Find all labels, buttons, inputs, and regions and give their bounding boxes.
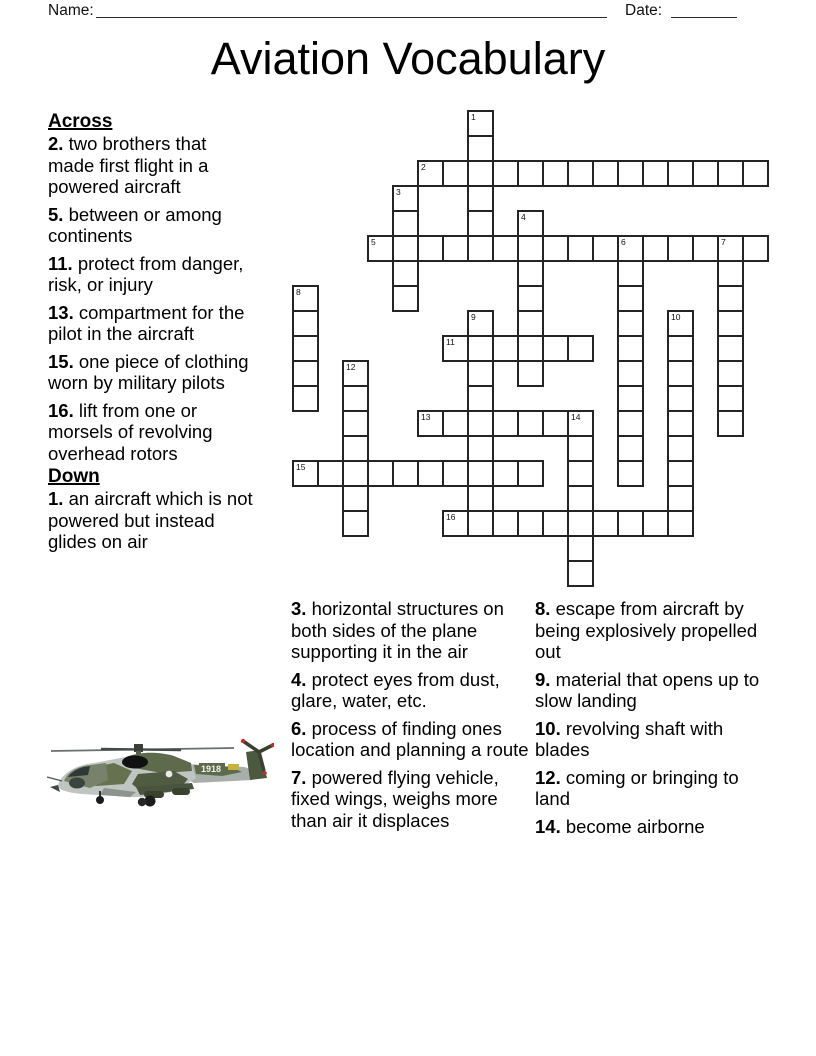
across-heading: Across xyxy=(48,111,113,132)
grid-cell xyxy=(692,235,719,262)
grid-cell xyxy=(517,260,544,287)
cockpit-glass xyxy=(69,778,85,789)
grid-cell xyxy=(342,510,369,537)
clue-number: 3. xyxy=(291,598,307,619)
clue-down-10: 10. revolving shaft with blades xyxy=(535,717,724,760)
grid-cell xyxy=(492,335,519,362)
grid-cell xyxy=(342,435,369,462)
grid-cell xyxy=(567,410,594,437)
down-clues-list-left xyxy=(48,488,253,553)
grid-cell xyxy=(467,385,494,412)
grid-cell xyxy=(517,410,544,437)
weapon-pod xyxy=(172,788,190,795)
wheel xyxy=(145,796,156,807)
grid-cell xyxy=(567,535,594,562)
grid-cell xyxy=(542,335,569,362)
name-blank-line xyxy=(96,17,607,18)
grid-cell xyxy=(467,135,494,162)
clue-across-16: 16. lift from one or morsels of revolving overhead rotors xyxy=(48,399,213,464)
grid-cell xyxy=(492,460,519,487)
grid-cell xyxy=(667,485,694,512)
grid-cell xyxy=(442,160,469,187)
grid-cell xyxy=(467,435,494,462)
clue-down-7: 7. powered flying vehicle, fixed wings, weighs more than air it displaces xyxy=(291,766,499,831)
grid-cell xyxy=(292,360,319,387)
cell-number: 1 xyxy=(471,112,476,122)
grid-cell xyxy=(617,260,644,287)
grid-cell xyxy=(342,460,369,487)
clue-number: 5. xyxy=(48,203,64,225)
grid-cell xyxy=(617,235,644,262)
tail-rotor-blade xyxy=(259,745,273,752)
grid-cell xyxy=(567,485,594,512)
tail-number: 1918 xyxy=(201,764,222,774)
grid-cell xyxy=(467,310,494,337)
grid-cell xyxy=(317,460,344,487)
grid-cell xyxy=(392,235,419,262)
cell-number: 13 xyxy=(421,412,431,422)
grid-cell xyxy=(442,410,469,437)
grid-cell xyxy=(467,485,494,512)
clue-across-2: 2. two brothers that made first flight in a powered aircraft xyxy=(48,133,209,197)
wheel xyxy=(138,798,146,806)
clue-across-15: 15. one piece of clothing worn by military pilots xyxy=(48,350,249,393)
clue-number: 4. xyxy=(291,668,307,690)
grid-cell xyxy=(617,310,644,337)
clue-number: 1. xyxy=(48,488,64,509)
grid-cell xyxy=(542,410,569,437)
grid-cell xyxy=(342,485,369,512)
wheel xyxy=(96,796,104,804)
grid-cell xyxy=(567,560,594,587)
grid-cell xyxy=(292,285,319,312)
grid-cell xyxy=(667,160,694,187)
clue-number: 10. xyxy=(535,717,561,739)
clue-number: 8. xyxy=(535,598,551,619)
grid-cell xyxy=(667,335,694,362)
grid-cell xyxy=(467,510,494,537)
grid-cell xyxy=(417,160,444,187)
grid-cell xyxy=(667,310,694,337)
clue-number: 7. xyxy=(291,766,307,788)
grid-cell xyxy=(367,235,394,262)
grid-cell xyxy=(342,360,369,387)
grid-cell xyxy=(517,310,544,337)
grid-cell xyxy=(492,160,519,187)
grid-cell xyxy=(467,235,494,262)
helicopter-illustration xyxy=(46,738,274,814)
grid-cell xyxy=(692,160,719,187)
clue-number: 13. xyxy=(48,301,74,323)
grid-cell xyxy=(442,510,469,537)
clue-number: 12. xyxy=(535,766,561,788)
clue-number: 9. xyxy=(535,668,551,690)
cell-number: 4 xyxy=(521,212,526,222)
grid-cell xyxy=(667,385,694,412)
grid-cell xyxy=(467,460,494,487)
clue-down-3: 3. horizontal structures on both sides of the plane supporting it in the air xyxy=(291,598,504,662)
down-clues-list-right xyxy=(535,598,760,837)
cell-number: 5 xyxy=(371,237,376,247)
clue-across-5: 5. between or among continents xyxy=(48,203,222,246)
grid-cell xyxy=(517,360,544,387)
engine-intake xyxy=(122,756,148,769)
grid-cell xyxy=(567,460,594,487)
grid-cell xyxy=(667,435,694,462)
grid-cell xyxy=(467,410,494,437)
cell-number: 3 xyxy=(396,187,401,197)
grid-cell xyxy=(292,310,319,337)
grid-cell xyxy=(442,235,469,262)
cell-number: 15 xyxy=(296,462,306,472)
cell-number: 11 xyxy=(446,337,455,347)
grid-cell xyxy=(667,410,694,437)
clue-number: 6. xyxy=(291,717,307,739)
grid-cell xyxy=(567,160,594,187)
grid-cell xyxy=(417,460,444,487)
clue-down-14: 14. become airborne xyxy=(535,815,705,837)
grid-cell xyxy=(742,235,769,262)
grid-cell xyxy=(667,460,694,487)
cell-number: 12 xyxy=(346,362,356,372)
grid-cell xyxy=(617,460,644,487)
clue-number: 15. xyxy=(48,350,74,372)
grid-cell xyxy=(567,235,594,262)
crossword-grid xyxy=(292,110,769,587)
grid-cell xyxy=(492,410,519,437)
grid-cell xyxy=(367,460,394,487)
clue-number: 16. xyxy=(48,399,74,421)
grid-cell xyxy=(592,510,619,537)
grid-cell xyxy=(567,435,594,462)
cell-number: 16 xyxy=(446,512,456,522)
grid-cell xyxy=(717,235,744,262)
grid-cell xyxy=(717,385,744,412)
left-clue-column xyxy=(48,111,253,553)
grid-cell xyxy=(717,160,744,187)
name-label: Name: xyxy=(48,2,94,19)
grid-cell xyxy=(567,510,594,537)
grid-cell xyxy=(542,510,569,537)
grid-cell xyxy=(392,210,419,237)
grid-cell xyxy=(617,410,644,437)
grid-cell xyxy=(392,285,419,312)
grid-cell xyxy=(642,510,669,537)
grid-cell xyxy=(542,160,569,187)
grid-cell xyxy=(592,160,619,187)
clue-down-12: 12. coming or bringing to land xyxy=(535,766,739,809)
grid-cell xyxy=(717,410,744,437)
cell-number: 10 xyxy=(671,312,681,322)
emblem xyxy=(228,764,239,770)
grid-cell xyxy=(492,235,519,262)
grid-cell xyxy=(467,335,494,362)
grid-cell xyxy=(517,285,544,312)
grid-cell xyxy=(717,285,744,312)
grid-cell xyxy=(517,235,544,262)
grid-cell xyxy=(467,360,494,387)
cell-number: 2 xyxy=(421,162,426,172)
grid-cell xyxy=(642,235,669,262)
rotor-hub xyxy=(134,744,143,752)
cell-number: 9 xyxy=(471,312,476,322)
grid-cell xyxy=(292,385,319,412)
grid-cell xyxy=(717,310,744,337)
date-blank-line xyxy=(671,17,737,18)
grid-cell xyxy=(517,460,544,487)
grid-cell xyxy=(617,510,644,537)
clue-number: 11. xyxy=(48,252,73,274)
grid-cell xyxy=(392,460,419,487)
grid-cell xyxy=(292,460,319,487)
cell-number: 14 xyxy=(571,412,581,422)
clue-across-13: 13. compartment for the pilot in the aircraft xyxy=(48,301,245,344)
grid-cell xyxy=(467,210,494,237)
round-window xyxy=(166,771,173,778)
grid-cell xyxy=(742,160,769,187)
date-label: Date: xyxy=(625,2,663,19)
grid-cell xyxy=(392,185,419,212)
page-title: Aviation Vocabulary xyxy=(210,33,606,84)
across-clues-list xyxy=(48,133,253,464)
clue-across-11: 11. protect from danger, risk, or injury xyxy=(48,252,244,295)
grid-cell xyxy=(342,385,369,412)
down-clues-list-middle xyxy=(291,598,531,831)
grid-cell xyxy=(717,335,744,362)
grid-cell xyxy=(617,360,644,387)
grid-cell xyxy=(667,360,694,387)
cell-number: 6 xyxy=(621,237,626,247)
grid-cell xyxy=(417,235,444,262)
grid-cell xyxy=(442,460,469,487)
grid-cell xyxy=(517,160,544,187)
grid-cell xyxy=(492,510,519,537)
grid-cell xyxy=(542,235,569,262)
clue-number: 2. xyxy=(48,133,64,154)
grid-cell xyxy=(617,335,644,362)
clue-down-8: 8. escape from aircraft by being explosively propelled out xyxy=(535,598,758,662)
cell-number: 8 xyxy=(296,287,301,297)
grid-cell xyxy=(517,510,544,537)
grid-cell xyxy=(617,385,644,412)
down-heading: Down xyxy=(48,466,100,487)
nose-probe xyxy=(47,777,62,781)
grid-cell xyxy=(467,110,494,137)
grid-cell xyxy=(567,335,594,362)
grid-cell xyxy=(717,260,744,287)
clue-down-4: 4. protect eyes from dust, glare, water, etc. xyxy=(291,668,500,711)
grid-cell xyxy=(392,260,419,287)
grid-cell xyxy=(467,160,494,187)
grid-cell xyxy=(517,335,544,362)
grid-cell xyxy=(342,410,369,437)
grid-cell xyxy=(617,285,644,312)
grid-cell xyxy=(292,335,319,362)
grid-cell xyxy=(667,510,694,537)
clue-down-9: 9. material that opens up to slow landing xyxy=(535,668,760,711)
grid-cell xyxy=(717,360,744,387)
grid-cell xyxy=(517,210,544,237)
grid-cell xyxy=(642,160,669,187)
grid-cell xyxy=(617,160,644,187)
clue-down-1: 1. an aircraft which is not powered but instead glides on air xyxy=(48,488,253,552)
clue-down-6: 6. process of finding ones location and planning a route xyxy=(291,717,529,760)
rotor-tip-light xyxy=(241,739,245,743)
rotor-tip-light xyxy=(263,771,267,775)
grid-cell xyxy=(442,335,469,362)
grid-cell xyxy=(417,410,444,437)
clue-number: 14. xyxy=(535,815,561,837)
tail-rotor-blade xyxy=(243,741,259,752)
grid-cell xyxy=(467,185,494,212)
cell-number: 7 xyxy=(721,237,726,247)
grid-cell xyxy=(617,435,644,462)
grid-cell xyxy=(592,235,619,262)
grid-cell xyxy=(667,235,694,262)
